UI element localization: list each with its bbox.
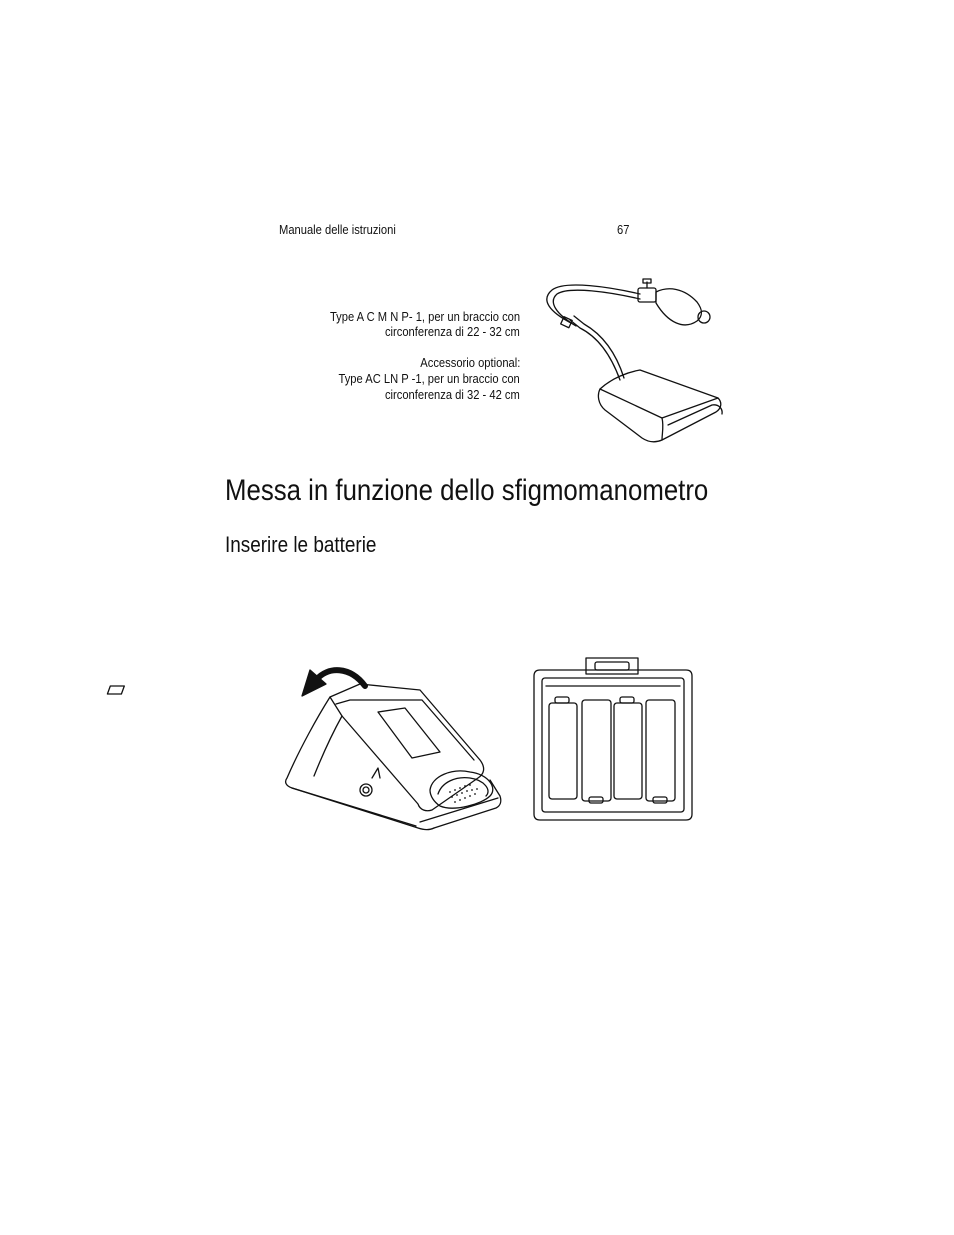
page-number: 67 bbox=[617, 222, 630, 237]
section-title: Messa in funzione dello sfigmomanometro bbox=[225, 474, 709, 507]
battery-compartment-icon bbox=[532, 656, 694, 822]
manual-title: Manuale delle istruzioni bbox=[279, 222, 396, 237]
monitor-device-icon bbox=[282, 660, 507, 832]
section-subtitle: Inserire le batterie bbox=[225, 532, 377, 557]
cuff-standard-line-1: Type A C M N P- 1, per un braccio con bbox=[329, 309, 520, 324]
cuff-optional-heading: Accessorio optional: bbox=[419, 355, 520, 370]
cuff-optional-line-2: circonferenza di 32 - 42 cm bbox=[385, 387, 520, 402]
blood-pressure-cuff-icon bbox=[540, 278, 730, 448]
cuff-optional-line-1: Type AC LN P -1, per un braccio con bbox=[338, 371, 520, 386]
cuff-standard-line-2: circonferenza di 22 - 32 cm bbox=[385, 324, 520, 339]
